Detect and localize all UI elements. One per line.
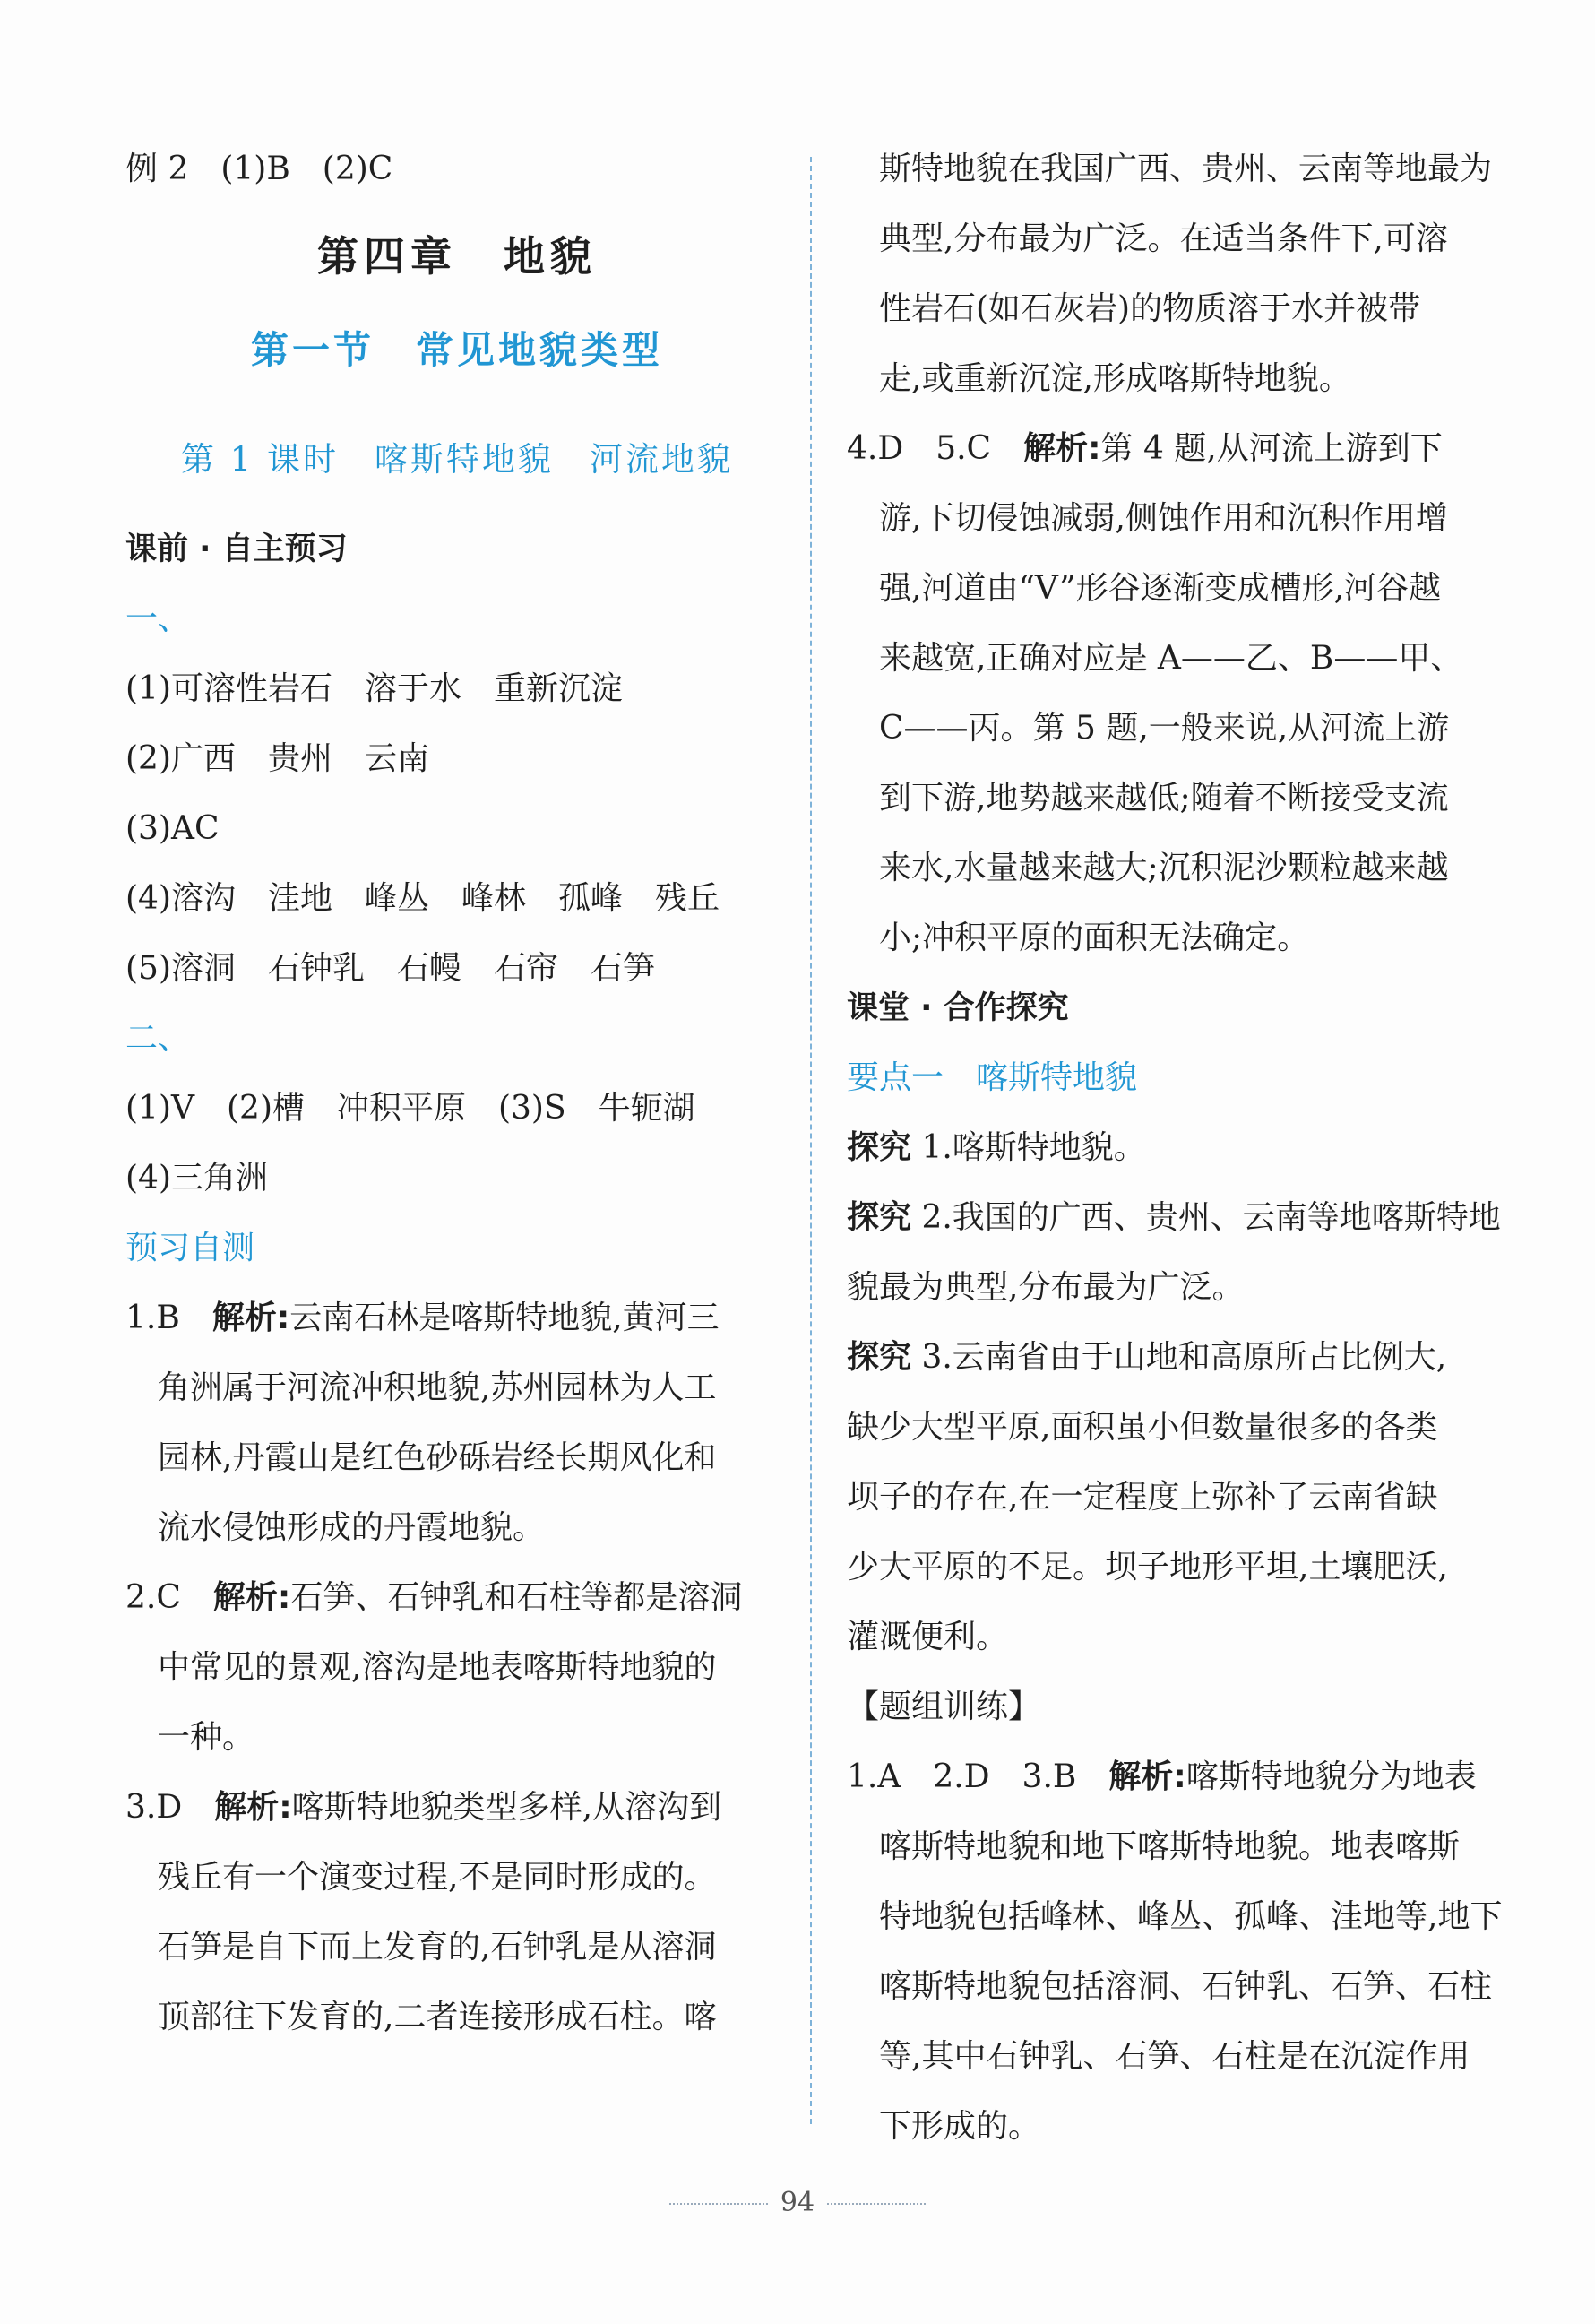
text-line: 喀斯特地貌和地下喀斯特地貌。地表喀斯 [879, 1828, 1461, 1865]
explore-2: 探究 2.我国的广西、贵州、云南等地喀斯特地 [847, 1199, 1501, 1236]
text-line: 游,下切侵蚀减弱,侧蚀作用和沉积作用增 [879, 500, 1448, 537]
text-line: 一种。 [158, 1719, 255, 1756]
text-line: 角洲属于河流冲积地貌,苏州园林为人工 [158, 1369, 717, 1406]
text-line: 喀斯特地貌包括溶洞、石钟乳、石笋、石柱 [879, 1968, 1493, 2005]
text-line: 顶部往下发育的,二者连接形成石柱。喀 [158, 1999, 717, 2035]
text-line: 少大平原的不足。坝子地形平坦,土壤肥沃, [847, 1549, 1448, 1585]
footer-rule-right [827, 2203, 926, 2205]
answer-line: (1)可溶性岩石 溶于水 重新沉淀 [125, 670, 623, 707]
text-line: 典型,分布最为广泛。在适当条件下,可溶 [879, 220, 1448, 257]
page-footer [0, 2187, 1595, 2218]
question-3: 3.D 解析:喀斯特地貌类型多样,从溶沟到 [125, 1789, 722, 1826]
explore-3: 探究 3.云南省由于山地和高原所占比例大, [847, 1339, 1447, 1376]
chapter-title: 第四章 地貌 [317, 232, 597, 281]
left-column [125, 134, 789, 2052]
text-line: 走,或重新沉淀,形成喀斯特地貌。 [879, 360, 1351, 397]
text-line: 小;冲积平原的面积无法确定。 [879, 920, 1310, 956]
text-line: 石笋是自下而上发育的,石钟乳是从溶洞 [158, 1929, 717, 1965]
text-line: 等,其中石钟乳、石笋、石柱是在沉淀作用 [879, 2038, 1470, 2075]
column-divider [810, 157, 812, 2124]
part-2-label: 二、 [125, 1020, 191, 1057]
text-line: 特地貌包括峰林、峰丛、孤峰、洼地等,地下 [879, 1898, 1503, 1935]
analysis-label: 解析: [211, 1300, 290, 1336]
page-number: 94 [780, 2187, 815, 2218]
explore-label: 探究 [847, 1199, 912, 1236]
pre-study-heading: 课前 · 自主预习 [125, 531, 348, 567]
text-line: 强,河道由“V”形谷逐渐变成槽形,河谷越 [879, 570, 1442, 607]
key-point-1-heading: 要点一 喀斯特地貌 [847, 1059, 1138, 1096]
answer-line: (3)AC [125, 810, 220, 847]
text-line: 来水,水量越来越大;沉积泥沙颗粒越来越 [879, 850, 1449, 886]
lesson-title: 第 1 课时 喀斯特地貌 河流地貌 [180, 440, 734, 479]
text-line: 残丘有一个演变过程,不是同时形成的。 [158, 1859, 717, 1896]
text-line: 来越宽,正确对应是 A——乙、B——甲、 [879, 640, 1463, 677]
text-line: 流水侵蚀形成的丹霞地貌。 [158, 1509, 546, 1546]
analysis-label: 解析: [212, 1579, 291, 1616]
answer-line: (5)溶洞 石钟乳 石幔 石帘 石笋 [125, 950, 655, 987]
explore-1: 探究 1.喀斯特地貌。 [847, 1129, 1146, 1166]
answer-line: (2)广西 贵州 云南 [125, 740, 429, 777]
text-line: 下形成的。 [879, 2108, 1041, 2145]
text-line: C——丙。第 5 题,一般来说,从河流上游 [879, 710, 1450, 747]
footer-rule-left [669, 2203, 768, 2205]
example-2-answer: 例 2 (1)B (2)C [125, 151, 393, 187]
text-line: 缺少大型平原,面积虽小但数量很多的各类 [847, 1409, 1438, 1446]
answer-line: (1)V (2)槽 冲积平原 (3)S 牛轭湖 [125, 1090, 695, 1127]
text-line: 园林,丹霞山是红色砂砾岩经长期风化和 [158, 1439, 717, 1476]
text-line: 到下游,地势越来越低;随着不断接受支流 [879, 780, 1449, 816]
answer-line: (4)三角洲 [125, 1160, 268, 1197]
answer-line: (4)溶沟 洼地 峰丛 峰林 孤峰 残丘 [125, 880, 720, 917]
text-line: 中常见的景观,溶沟是地表喀斯特地貌的 [158, 1649, 717, 1686]
drill-answers: 1.A 2.D 3.B 解析:喀斯特地貌分为地表 [847, 1758, 1477, 1795]
analysis-label: 解析: [1023, 430, 1101, 467]
explore-label: 探究 [847, 1339, 912, 1376]
text-line: 灌溉便利。 [847, 1619, 1009, 1655]
text-line: 坝子的存在,在一定程度上弥补了云南省缺 [847, 1479, 1438, 1516]
text-line: 斯特地貌在我国广西、贵州、云南等地最为 [879, 151, 1493, 187]
self-test-heading: 预习自测 [125, 1230, 255, 1266]
text-line: 性岩石(如石灰岩)的物质溶于水并被带 [879, 290, 1421, 327]
analysis-label: 解析: [1108, 1758, 1186, 1795]
question-1: 1.B 解析:云南石林是喀斯特地貌,黄河三 [125, 1300, 720, 1336]
questions-4-5: 4.D 5.C 解析:第 4 题,从河流上游到下 [847, 430, 1443, 467]
question-2: 2.C 解析:石笋、石钟乳和石柱等都是溶洞 [125, 1579, 743, 1616]
section-title: 第一节 常见地貌类型 [250, 328, 663, 372]
part-1-label: 一、 [125, 600, 191, 637]
text-line: 貌最为典型,分布最为广泛。 [847, 1269, 1245, 1306]
drill-heading: 【题组训练】 [847, 1689, 1041, 1725]
class-explore-heading: 课堂 · 合作探究 [847, 990, 1069, 1026]
right-column [847, 134, 1501, 2162]
explore-label: 探究 [847, 1129, 912, 1166]
analysis-label: 解析: [214, 1789, 292, 1826]
